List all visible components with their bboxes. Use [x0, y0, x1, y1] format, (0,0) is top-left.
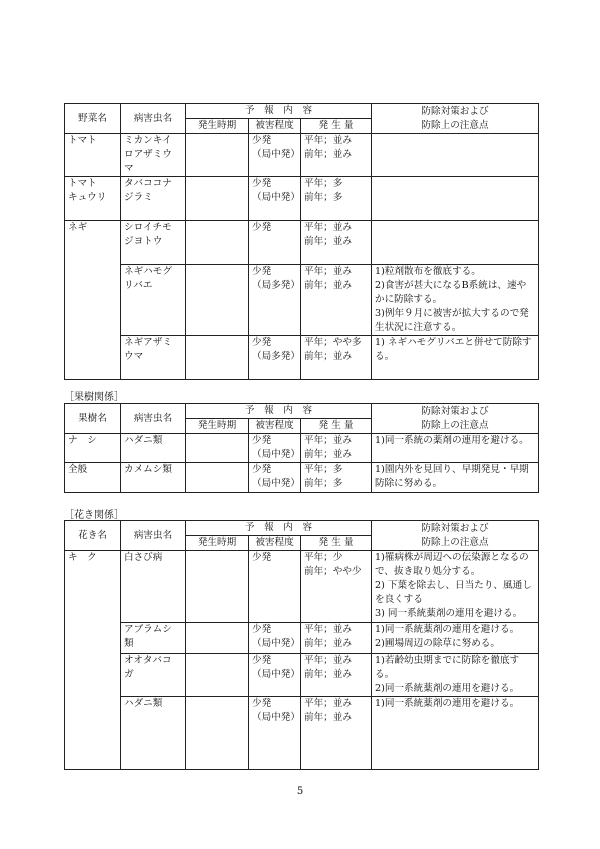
amount-cell: 平年；並み 前年；並み [301, 623, 372, 654]
header-forecast: 予 報 内 容 [186, 521, 372, 536]
crop-cell: トマト キュウリ [65, 177, 121, 221]
pest-cell: ミカンキイ ロアザミウ マ [121, 134, 186, 177]
header-crop: 野菜名 [65, 104, 121, 134]
measures-cell: 1)粒剤散布を徹底する。 2)食害が甚大になるB系統は、速やかに防除する。 3)例年９月に被害が拡大するので発生状況に注意する。 [372, 265, 539, 336]
damage-cell: 少発 [249, 221, 301, 265]
table-row [65, 134, 539, 177]
amount-cell: 平年；並み 前年；並み [301, 697, 372, 770]
table-row [65, 221, 539, 265]
damage-cell: 少発 [249, 551, 301, 623]
header-amount: 発 生 量 [301, 536, 372, 551]
pest-cell: シロイチモ ジヨトウ [121, 221, 186, 265]
onset-cell [186, 463, 249, 493]
damage-cell: 少発 （局中発） [249, 463, 301, 493]
header-crop: 果樹名 [65, 404, 121, 434]
table-row [65, 623, 539, 654]
vegetable-table [64, 103, 539, 380]
amount-cell: 平年；並み 前年；並み [301, 434, 372, 463]
header-damage: 被害程度 [249, 119, 301, 134]
onset-cell [186, 623, 249, 654]
header-forecast: 予 報 内 容 [186, 104, 372, 119]
measures-cell [372, 134, 539, 177]
pest-cell: 白さび病 [121, 551, 186, 623]
crop-cell: ナ シ [65, 434, 121, 463]
onset-cell [186, 697, 249, 770]
pest-cell: ハダニ類 [121, 434, 186, 463]
measures-cell: 1)同一系統の薬剤の連用を避ける。 [372, 434, 539, 463]
measures-cell [372, 177, 539, 221]
damage-cell: 少発 （局中発） [249, 177, 301, 221]
damage-cell: 少発 （局中発） [249, 697, 301, 770]
flower-section-title: ［花き関係］ [64, 510, 124, 521]
amount-cell: 平年；並み 前年；並み [301, 221, 372, 265]
amount-cell: 平年；やや多 前年；並み [301, 336, 372, 380]
flower-table [64, 520, 539, 770]
pest-cell: ネギアザミ ウマ [121, 336, 186, 380]
header-amount: 発 生 量 [301, 119, 372, 134]
onset-cell [186, 265, 249, 336]
header-measures: 防除対策および 防除上の注意点 [372, 404, 539, 434]
measures-cell: 1)罹病株が周辺への伝染源となるので、抜き取り処分する。 2) 下葉を除去し、日当たり、風通しを良くする 3) 同一系統薬剤の連用を避ける。 [372, 551, 539, 623]
header-onset: 発生時期 [186, 119, 249, 134]
table-row [65, 697, 539, 770]
header-pest: 病害虫名 [121, 521, 186, 551]
table-row [65, 336, 539, 380]
damage-cell: 少発 （局中発） [249, 654, 301, 697]
header-damage: 被害程度 [249, 536, 301, 551]
onset-cell [186, 654, 249, 697]
pest-cell: カメムシ類 [121, 463, 186, 493]
fruit-section-title: ［果樹関係］ [64, 392, 124, 403]
header-forecast: 予 報 内 容 [186, 404, 372, 419]
amount-cell: 平年；少 前年；やや少 [301, 551, 372, 623]
header-measures: 防除対策および 防除上の注意点 [372, 104, 539, 134]
onset-cell [186, 221, 249, 265]
measures-cell: 1)若齢幼虫期までに防除を徹底する。 2)同一系統薬剤の連用を避ける。 [372, 654, 539, 697]
damage-cell: 少発 （局多発） [249, 265, 301, 336]
crop-cell: トマト [65, 134, 121, 177]
measures-cell: 1)同一系統薬剤の連用を避ける。 2)圃場周辺の除草に努める。 [372, 623, 539, 654]
amount-cell: 平年；並み 前年；並み [301, 654, 372, 697]
table-row [65, 551, 539, 623]
crop-cell: キ ク [65, 551, 121, 770]
amount-cell: 平年；多 前年；多 [301, 463, 372, 493]
damage-cell: 少発 （局中発） [249, 434, 301, 463]
amount-cell: 平年；並み 前年；並み [301, 134, 372, 177]
table-row [65, 177, 539, 221]
crop-cell: ネギ [65, 221, 121, 380]
onset-cell [186, 336, 249, 380]
pest-cell: タバココナ ジラミ [121, 177, 186, 221]
table-row [65, 434, 539, 463]
header-onset: 発生時期 [186, 419, 249, 434]
page-number: 5 [296, 786, 304, 797]
measures-cell: 1) ネギハモグリバエと併せて防除する。 [372, 336, 539, 380]
header-damage: 被害程度 [249, 419, 301, 434]
header-pest: 病害虫名 [121, 404, 186, 434]
header-crop: 花き名 [65, 521, 121, 551]
onset-cell [186, 177, 249, 221]
measures-cell [372, 221, 539, 265]
onset-cell [186, 134, 249, 177]
damage-cell: 少発 （局中発） [249, 623, 301, 654]
header-onset: 発生時期 [186, 536, 249, 551]
onset-cell [186, 551, 249, 623]
amount-cell: 平年；並み 前年；並み [301, 265, 372, 336]
header-amount: 発 生 量 [301, 419, 372, 434]
amount-cell: 平年；多 前年；多 [301, 177, 372, 221]
header-measures: 防除対策および 防除上の注意点 [372, 521, 539, 551]
crop-cell: 全般 [65, 463, 121, 493]
table-row [65, 654, 539, 697]
damage-cell: 少発 （局中発） [249, 134, 301, 177]
table-row [65, 463, 539, 493]
fruit-table [64, 403, 539, 493]
damage-cell: 少発 （局多発） [249, 336, 301, 380]
pest-cell: アブラムシ 類 [121, 623, 186, 654]
pest-cell: オオタバコ ガ [121, 654, 186, 697]
table-row [65, 265, 539, 336]
header-pest: 病害虫名 [121, 104, 186, 134]
onset-cell [186, 434, 249, 463]
measures-cell: 1)園内外を見回り、早期発見・早期防除に努める。 [372, 463, 539, 493]
measures-cell: 1)同一系統薬剤の連用を避ける。 [372, 697, 539, 770]
pest-cell: ネギハモグ リバエ [121, 265, 186, 336]
pest-cell: ハダニ類 [121, 697, 186, 770]
